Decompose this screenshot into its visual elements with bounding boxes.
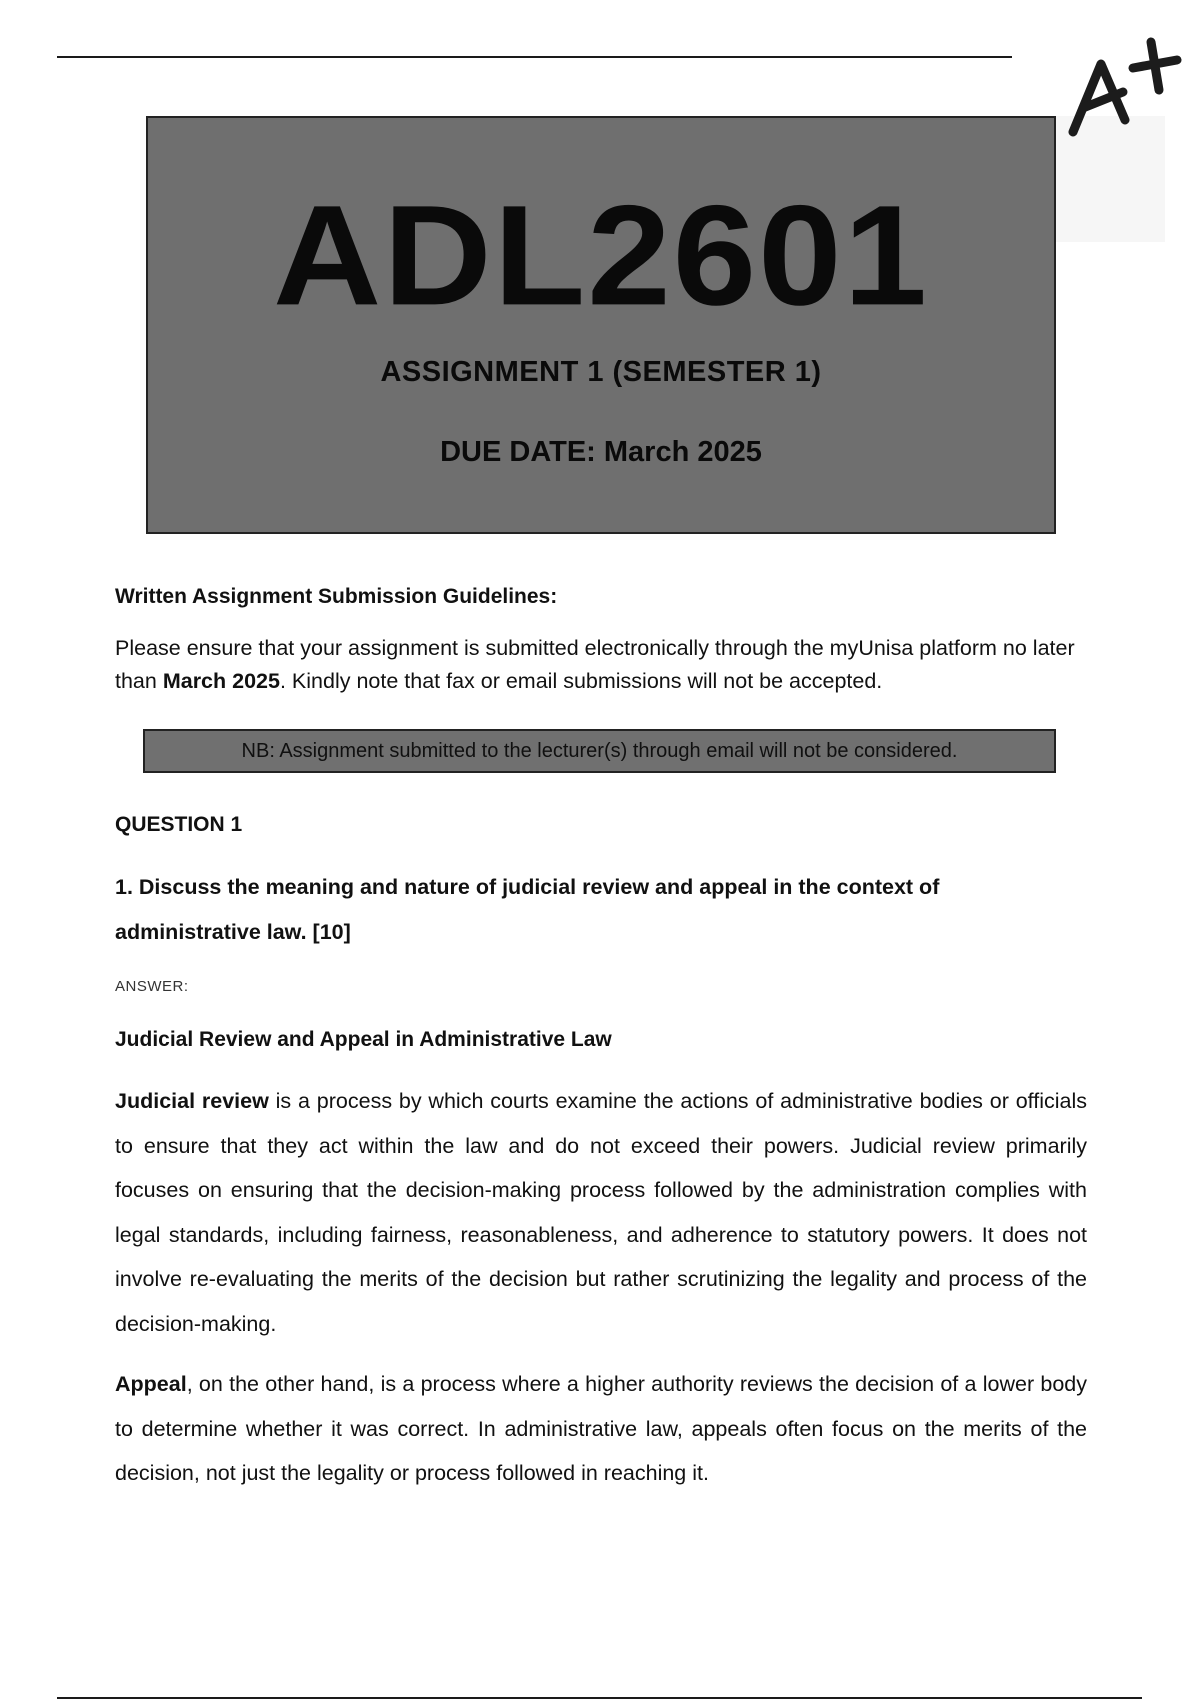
guidelines-body xyxy=(115,632,1087,698)
paragraph-appeal xyxy=(115,1362,1087,1496)
question-heading: QUESTION 1 xyxy=(115,813,243,836)
answer-label: ANSWER: xyxy=(115,978,189,995)
bottom-rule xyxy=(57,1697,1142,1699)
term-judicial-review: Judicial review xyxy=(115,1089,269,1113)
course-code: ADL2601 xyxy=(273,175,929,335)
top-rule xyxy=(57,56,1012,58)
paragraph-judicial-review xyxy=(115,1079,1087,1346)
answer-heading: Judicial Review and Appeal in Administrative Law xyxy=(115,1028,612,1051)
paragraph-1-text: is a process by which courts examine the actions of administrative bodies or officials to ensure that they act within the law and do not exceed their powers. Judicial review primarily focuses on ensuring that the decision-making process followed by the administration complies with legal standards, including fairness, reasonableness, and adherence to statutory powers. It does not involve re-evaluating the merits of the decision but rather scrutinizing the legality and process of the decision-making. xyxy=(115,1089,1088,1336)
guidelines-body-text: Please ensure that your assignment is submitted electronically through the myUnisa platform no later than xyxy=(115,636,1075,693)
question-text: 1. Discuss the meaning and nature of judicial review and appeal in the context of administrative law. [10] xyxy=(115,875,940,944)
guidelines-body-text-end: . Kindly note that fax or email submissions will not be accepted. xyxy=(279,669,883,693)
guidelines-deadline: March 2025 xyxy=(162,669,280,693)
title-banner xyxy=(146,116,1056,534)
due-date: DUE DATE: March 2025 xyxy=(440,436,762,468)
paragraph-2-text: , on the other hand, is a process where a higher authority reviews the decision of a lower body to determine whether it was correct. In administrative law, appeals often focus on the merits of the decision, not just the legality or process followed in reaching it. xyxy=(115,1372,1087,1485)
guidelines-heading: Written Assignment Submission Guidelines: xyxy=(115,585,558,608)
assignment-title: ASSIGNMENT 1 (SEMESTER 1) xyxy=(380,356,822,388)
nb-notice: NB: Assignment submitted to the lecturer(s) through email will not be considered. xyxy=(143,729,1056,773)
grade-a-plus-mark xyxy=(1055,28,1195,148)
term-appeal: Appeal xyxy=(115,1372,187,1396)
